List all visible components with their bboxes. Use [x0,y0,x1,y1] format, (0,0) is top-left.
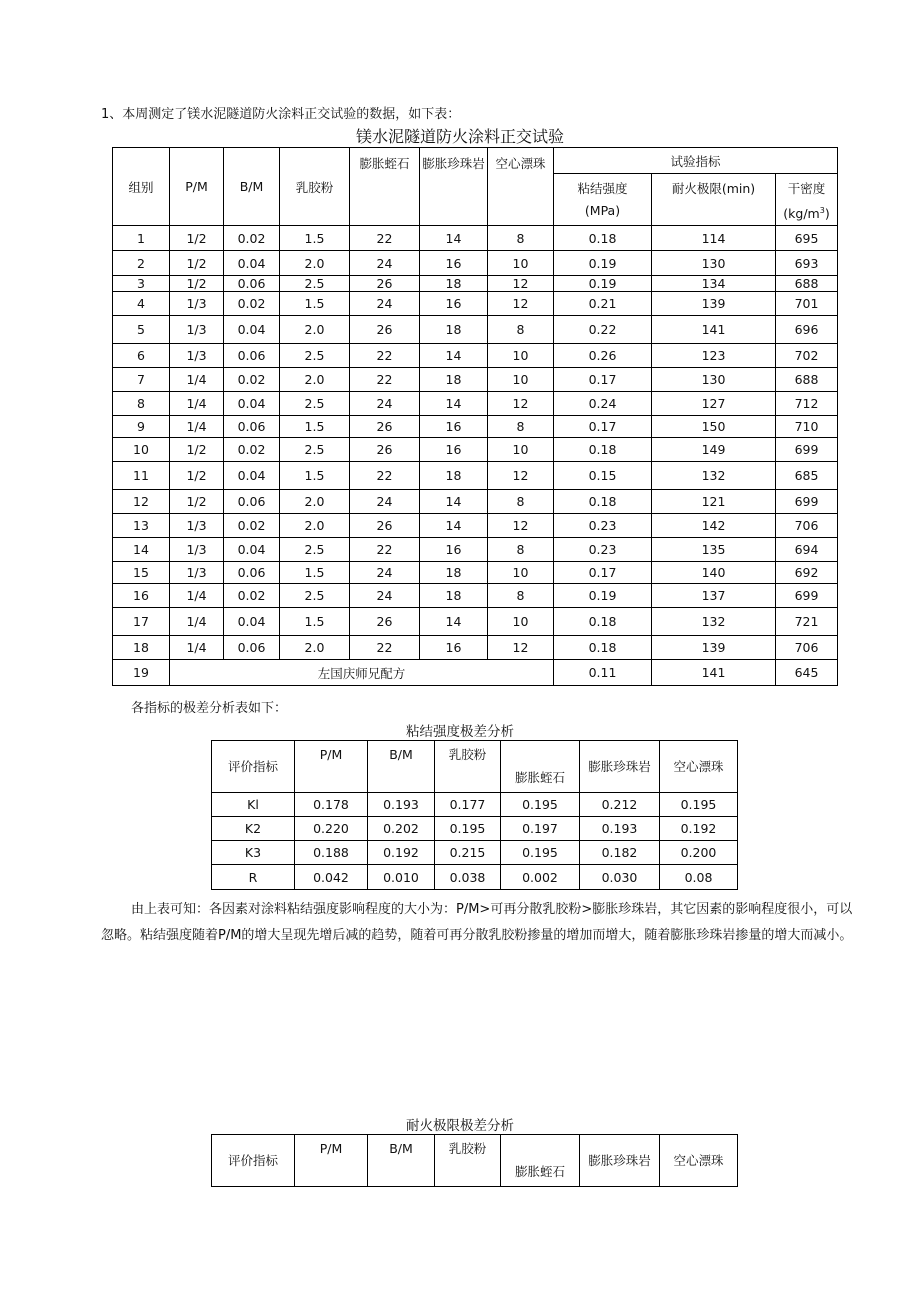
table-cell: 2.0 [280,514,350,538]
table-cell: 1/3 [170,292,224,316]
table-cell: 8 [488,538,554,562]
table-cell: K2 [212,817,295,841]
column-header: 膨胀蛭石 [501,1135,580,1187]
table-cell: 14 [420,608,488,636]
table-cell: 0.06 [224,562,280,584]
table-cell: 5 [113,316,170,344]
table-cell: 130 [652,368,776,392]
table-cell: 0.212 [580,793,660,817]
table-cell: 8 [488,490,554,514]
column-header: 膨胀蛭石 [501,741,580,793]
table-cell: 12 [113,490,170,514]
table-cell: 24 [350,251,420,276]
table-cell: 10 [488,368,554,392]
table-cell: 22 [350,368,420,392]
table-cell: 0.17 [554,368,652,392]
table-cell: 699 [776,490,838,514]
table-cell: 0.02 [224,292,280,316]
table-cell: 693 [776,251,838,276]
table-cell: 1.5 [280,292,350,316]
range-analysis-caption: 各指标的极差分析表如下： [131,701,288,716]
table-cell: 114 [652,226,776,251]
table-cell: 0.030 [580,865,660,890]
table-cell: 14 [420,344,488,368]
table-cell: 0.19 [554,251,652,276]
table-cell: 130 [652,251,776,276]
table-cell: 0.220 [295,817,368,841]
table-cell: 0.17 [554,416,652,438]
table-cell: 18 [113,636,170,660]
table-row [113,490,838,514]
table-cell: 0.195 [501,793,580,817]
table-row [113,462,838,490]
table-row [113,276,838,292]
table-cell: 8 [488,226,554,251]
table-row [113,368,838,392]
table-cell: 0.18 [554,608,652,636]
table-cell: 22 [350,462,420,490]
table-cell: 1/2 [170,490,224,514]
table-cell: 150 [652,416,776,438]
table-row [113,438,838,462]
table-row [212,817,738,841]
table-cell: 1/4 [170,584,224,608]
header-indicators: 试验指标 [554,148,838,174]
table-cell: 0.22 [554,316,652,344]
table-cell: 1 [113,226,170,251]
table-cell: 0.010 [368,865,435,890]
table-cell: 24 [350,292,420,316]
table-cell: 0.04 [224,608,280,636]
table-cell: 694 [776,538,838,562]
table-cell: 0.17 [554,562,652,584]
table-cell: 18 [420,562,488,584]
fire-range-table [211,1134,738,1187]
table-row [113,562,838,584]
table-row [212,793,738,817]
table-cell: 2.0 [280,636,350,660]
table-cell: 18 [420,462,488,490]
table-cell: 127 [652,392,776,416]
table-cell: 12 [488,392,554,416]
header-bond: 粘结强度 (MPa) [554,174,652,226]
table-cell: 0.04 [224,462,280,490]
table-row [113,608,838,636]
table-cell: 0.038 [435,865,501,890]
table-cell: 2.0 [280,368,350,392]
column-header: 膨胀珍珠岩 [580,1135,660,1187]
table-cell: Kl [212,793,295,817]
column-header: P/M [295,741,368,793]
table-cell: 17 [113,608,170,636]
table-cell: 0.04 [224,251,280,276]
table-cell: 24 [350,562,420,584]
table-cell: 139 [652,636,776,660]
column-header: 空心漂珠 [660,1135,738,1187]
table-cell: 24 [350,490,420,514]
table-cell: 0.06 [224,344,280,368]
table-cell: 22 [350,226,420,251]
table-cell: 699 [776,584,838,608]
orthogonal-test-table [112,147,838,686]
table-cell: 26 [350,514,420,538]
table-cell: 0.15 [554,462,652,490]
table-cell: 11 [113,462,170,490]
table-cell: 18 [420,316,488,344]
table-cell: 16 [113,584,170,608]
header-fire: 耐火极限(min) [652,174,776,226]
table-cell: 10 [488,438,554,462]
table-cell: 1/3 [170,344,224,368]
table-cell: 1.5 [280,462,350,490]
reference-density: 645 [776,660,838,686]
table-row [113,416,838,438]
reference-formula-label: 左国庆师兄配方 [170,660,554,686]
table-cell: 6 [113,344,170,368]
column-header: 乳胶粉 [435,741,501,793]
table-cell: 12 [488,276,554,292]
table-cell: 2.5 [280,438,350,462]
table-cell: 134 [652,276,776,292]
table-cell: 16 [420,438,488,462]
table-cell: 1/4 [170,368,224,392]
table-cell: 0.02 [224,584,280,608]
table-cell: 710 [776,416,838,438]
table-cell: 1.5 [280,608,350,636]
table-cell: 688 [776,368,838,392]
table-cell: 22 [350,344,420,368]
header-perlite: 膨胀珍珠岩 [420,148,488,226]
reference-bond: 0.11 [554,660,652,686]
table-cell: 12 [488,636,554,660]
table-cell: 1/3 [170,514,224,538]
table-cell: 12 [488,462,554,490]
table-cell: 0.23 [554,538,652,562]
table-cell: 1/3 [170,316,224,344]
table-cell: 0.19 [554,276,652,292]
table-cell: 142 [652,514,776,538]
table-cell: 0.18 [554,438,652,462]
table-cell: 0.04 [224,538,280,562]
table-cell: 22 [350,538,420,562]
table-row [113,344,838,368]
table-cell: 10 [488,251,554,276]
header-density: 干密度 $(kg/m^3)$ [776,174,838,226]
table-cell: 14 [420,490,488,514]
table-cell: 712 [776,392,838,416]
table-row [113,316,838,344]
table-cell: 8 [488,316,554,344]
table-cell: 1.5 [280,562,350,584]
table-cell: 0.195 [660,793,738,817]
table-cell: 24 [350,392,420,416]
table-row [212,865,738,890]
header-latex: 乳胶粉 [280,148,350,226]
table-cell: 1/2 [170,438,224,462]
column-header: 空心漂珠 [660,741,738,793]
table-row [113,514,838,538]
table-cell: 0.188 [295,841,368,865]
table-cell: 12 [488,292,554,316]
table-cell: 132 [652,608,776,636]
table-cell: 1/2 [170,462,224,490]
table-cell: 137 [652,584,776,608]
table-row [113,538,838,562]
header-pm: P/M [170,148,224,226]
table-cell: 0.02 [224,368,280,392]
table-cell: 3 [113,276,170,292]
table-cell: 0.06 [224,490,280,514]
table-cell: 121 [652,490,776,514]
table-cell: 18 [420,584,488,608]
table-cell: 1/3 [170,538,224,562]
column-header: B/M [368,1135,435,1187]
table-cell: 2.0 [280,490,350,514]
table-cell: 0.02 [224,514,280,538]
analysis-paragraph: 由上表可知：各因素对涂料粘结强度影响程度的大小为：P/M>可再分散乳胶粉>膨胀珍珠岩，其它因素的影响程度很小，可以忽略。粘结强度随着P/M的增大呈现先增后减的趋势，随着可再分散乳胶粉掺量的增加而增大，随着膨胀珍珠岩掺量的增大而减小。 [101,902,853,943]
table-cell: 14 [420,514,488,538]
table-cell: 16 [420,292,488,316]
table-cell: 2.0 [280,316,350,344]
table-cell: 26 [350,316,420,344]
table-cell: 14 [113,538,170,562]
table-cell: 0.182 [580,841,660,865]
table-cell: 692 [776,562,838,584]
table-cell: 8 [488,584,554,608]
table-cell: 0.06 [224,416,280,438]
table-cell: 16 [420,538,488,562]
column-header: P/M [295,1135,368,1187]
header-vermiculite: 膨胀蛭石 [350,148,420,226]
table-cell: 0.02 [224,438,280,462]
table-cell: 2.5 [280,584,350,608]
table-cell: 0.26 [554,344,652,368]
table-cell: 15 [113,562,170,584]
table-cell: 1.5 [280,226,350,251]
table-cell: 702 [776,344,838,368]
table-cell: 10 [113,438,170,462]
table-row [113,392,838,416]
table-cell: 4 [113,292,170,316]
table-row [113,251,838,276]
table-cell: 1/2 [170,251,224,276]
table-cell: 2 [113,251,170,276]
table-cell: 14 [420,226,488,251]
table-cell: 18 [420,368,488,392]
bond-table-title: 粘结强度极差分析 [406,724,514,740]
table-cell: 16 [420,416,488,438]
table-cell: 695 [776,226,838,251]
table-cell: 0.02 [224,226,280,251]
table-cell: 0.002 [501,865,580,890]
table-cell: K3 [212,841,295,865]
table-cell: 0.202 [368,817,435,841]
table-cell: 2.5 [280,392,350,416]
table-cell: 0.23 [554,514,652,538]
table-cell: 16 [420,251,488,276]
table-cell: 22 [350,636,420,660]
table-cell: 0.197 [501,817,580,841]
table-cell: 18 [420,276,488,292]
table-cell: 0.192 [368,841,435,865]
table-cell: 123 [652,344,776,368]
table-cell: 140 [652,562,776,584]
table-cell: 1/4 [170,392,224,416]
table-cell: 132 [652,462,776,490]
table-row-reference [113,660,838,686]
table-cell: 8 [488,416,554,438]
table-cell: 706 [776,514,838,538]
table-cell: 26 [350,438,420,462]
table-cell: 12 [488,514,554,538]
table-cell: 696 [776,316,838,344]
table-cell: 0.042 [295,865,368,890]
table-cell: 139 [652,292,776,316]
table-cell: 0.18 [554,226,652,251]
table-cell: 685 [776,462,838,490]
table-cell: 0.192 [660,817,738,841]
table-cell: 0.21 [554,292,652,316]
fire-table-title: 耐火极限极差分析 [406,1118,514,1134]
table-row [212,841,738,865]
table-cell: 706 [776,636,838,660]
table-cell: 14 [420,392,488,416]
table-cell: 721 [776,608,838,636]
table-cell: 26 [350,608,420,636]
table-row [113,584,838,608]
main-table-title: 镁水泥隧道防火涂料正交试验 [355,127,564,146]
table-row [113,226,838,251]
reference-group: 19 [113,660,170,686]
table-cell: 26 [350,276,420,292]
table-cell: 0.06 [224,276,280,292]
table-cell: 699 [776,438,838,462]
table-cell: 16 [420,636,488,660]
column-header: 评价指标 [212,741,295,793]
table-cell: R [212,865,295,890]
table-cell: 149 [652,438,776,462]
intro-text: 1、本周测定了镁水泥隧道防火涂料正交试验的数据，如下表： [101,107,461,122]
table-cell: 701 [776,292,838,316]
table-cell: 9 [113,416,170,438]
column-header: 膨胀珍珠岩 [580,741,660,793]
table-row [113,292,838,316]
table-cell: 10 [488,608,554,636]
reference-fire: 141 [652,660,776,686]
table-cell: 10 [488,562,554,584]
table-cell: 1/4 [170,416,224,438]
table-cell: 0.19 [554,584,652,608]
table-cell: 0.18 [554,490,652,514]
table-cell: 0.200 [660,841,738,865]
table-cell: 0.195 [501,841,580,865]
table-cell: 1/3 [170,562,224,584]
table-cell: 0.04 [224,316,280,344]
bond-range-table [211,740,738,890]
table-cell: 0.177 [435,793,501,817]
table-cell: 0.193 [580,817,660,841]
table-cell: 1/2 [170,226,224,251]
table-cell: 0.24 [554,392,652,416]
table-cell: 2.5 [280,344,350,368]
table-cell: 7 [113,368,170,392]
table-cell: 26 [350,416,420,438]
header-group: 组别 [113,148,170,226]
table-cell: 13 [113,514,170,538]
header-hollow: 空心漂珠 [488,148,554,226]
table-cell: 141 [652,316,776,344]
table-cell: 10 [488,344,554,368]
table-cell: 0.193 [368,793,435,817]
table-cell: 1/4 [170,636,224,660]
table-cell: 24 [350,584,420,608]
table-cell: 0.08 [660,865,738,890]
column-header: 乳胶粉 [435,1135,501,1187]
table-cell: 8 [113,392,170,416]
table-cell: 0.04 [224,392,280,416]
table-cell: 0.195 [435,817,501,841]
table-cell: 2.0 [280,251,350,276]
table-cell: 0.178 [295,793,368,817]
table-row [113,636,838,660]
table-cell: 135 [652,538,776,562]
column-header: 评价指标 [212,1135,295,1187]
table-cell: 1/4 [170,608,224,636]
table-cell: 2.5 [280,276,350,292]
table-cell: 0.18 [554,636,652,660]
header-bm: B/M [224,148,280,226]
column-header: B/M [368,741,435,793]
table-cell: 0.215 [435,841,501,865]
table-cell: 1.5 [280,416,350,438]
table-cell: 2.5 [280,538,350,562]
table-cell: 1/2 [170,276,224,292]
table-cell: 0.06 [224,636,280,660]
table-cell: 688 [776,276,838,292]
